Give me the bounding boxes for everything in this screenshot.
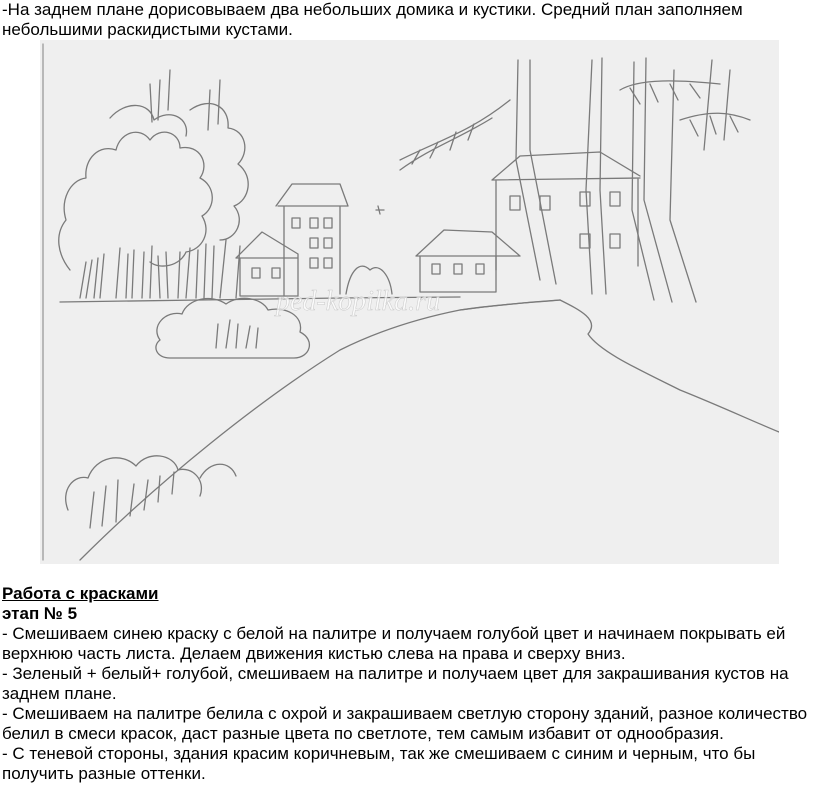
step-paragraph: - Зеленый + белый+ голубой, смешиваем на палитре и получаем цвет для закрашивания кустов на заднем плане. xyxy=(2,664,789,703)
paint-instructions xyxy=(2,584,814,784)
intro-paragraph: -На заднем плане дорисовываем два небольших домика и кустики. Средний план заполняем небольшими раскидистыми кустами. xyxy=(2,0,743,39)
landscape-sketch xyxy=(40,40,779,564)
watermark-text: ped-kopilka.ru xyxy=(276,286,441,317)
step-paragraph: - Смешиваем на палитре белила с охрой и закрашиваем светлую сторону зданий, разное количество белил в смеси красок, даст разные цвета по светлоте, тем самым избавит от однообразия. xyxy=(2,704,808,743)
sketch-photo xyxy=(40,40,779,564)
step-paragraph: - С теневой стороны, здания красим коричневым, так же смешиваем с синим и черным, что бы получить разные оттенки. xyxy=(2,744,756,783)
stage-number: этап № 5 xyxy=(2,604,78,623)
section-heading: Работа с красками xyxy=(2,584,159,603)
step-paragraph: - Смешиваем синею краску с белой на палитре и получаем голубой цвет и начинаем покрывать ей верхнюю часть листа. Делаем движения кистью слева на права и сверху вниз. xyxy=(2,624,786,663)
